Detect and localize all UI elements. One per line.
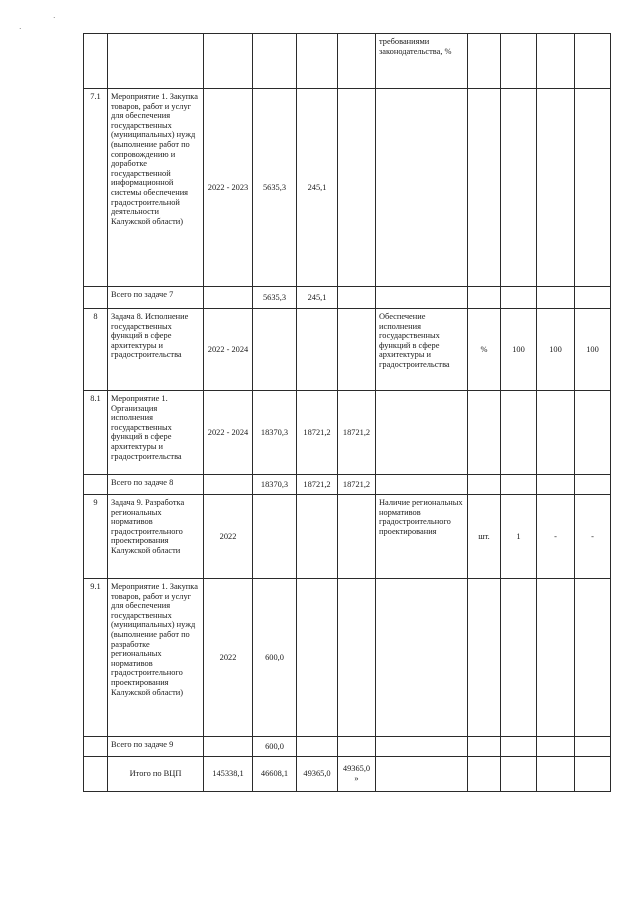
funding-year-3-cell xyxy=(338,579,376,737)
target-year-2-cell xyxy=(537,579,575,737)
target-year-1-cell xyxy=(501,391,537,475)
funding-year-1-cell xyxy=(253,309,297,391)
funding-year-1-cell: 600,0 xyxy=(253,737,297,757)
funding-year-2-cell: 245,1 xyxy=(297,89,338,287)
target-year-3-cell xyxy=(575,89,611,287)
funding-year-1-cell: 18370,3 xyxy=(253,475,297,495)
funding-year-3-cell: 18721,2 xyxy=(338,391,376,475)
unit-cell xyxy=(468,89,501,287)
target-year-3-cell: 100 xyxy=(575,309,611,391)
table-row xyxy=(84,89,611,287)
period-cell xyxy=(204,34,253,89)
unit-cell xyxy=(468,391,501,475)
period-cell: 2022 - 2024 xyxy=(204,391,253,475)
funding-year-3-cell xyxy=(338,737,376,757)
funding-year-2-cell xyxy=(297,579,338,737)
item-name-cell: Мероприятие 1. Закупка товаров, работ и услуг для обеспечения государственных (муниципальных) нужд (выполнение работ по разработке региональных нормативов градостроительного проектирования Калужской области) xyxy=(108,579,204,737)
target-year-2-cell xyxy=(537,34,575,89)
target-year-1-cell: 1 xyxy=(501,495,537,579)
target-year-2-cell xyxy=(537,89,575,287)
item-name-cell: Всего по задаче 8 xyxy=(108,475,204,495)
indicator-name-cell: требованиями законодательства, % xyxy=(376,34,468,89)
total-sum-cell: 145338,1 xyxy=(204,757,253,792)
row-number-cell xyxy=(84,287,108,309)
row-number-cell xyxy=(84,737,108,757)
target-year-3-cell xyxy=(575,475,611,495)
funding-year-3-cell xyxy=(338,309,376,391)
funding-year-2-cell xyxy=(297,309,338,391)
total-label-cell: Итого по ВЦП xyxy=(108,757,204,792)
indicator-name-cell xyxy=(376,737,468,757)
target-year-1-cell xyxy=(501,287,537,309)
table-row xyxy=(84,475,611,495)
period-cell xyxy=(204,287,253,309)
table-row xyxy=(84,309,611,391)
target-year-3-cell xyxy=(575,391,611,475)
unit-cell xyxy=(468,287,501,309)
program-activities-table xyxy=(83,33,611,792)
row-number-cell: 8.1 xyxy=(84,391,108,475)
funding-year-3-cell xyxy=(338,287,376,309)
target-year-1-cell xyxy=(501,34,537,89)
period-cell: 2022 - 2024 xyxy=(204,309,253,391)
table-row xyxy=(84,579,611,737)
target-year-3-cell xyxy=(575,287,611,309)
indicator-name-cell xyxy=(376,89,468,287)
scan-speck: ˙ xyxy=(52,17,57,27)
target-year-1-cell xyxy=(501,475,537,495)
target-year-2-cell xyxy=(537,475,575,495)
item-name-cell xyxy=(108,34,204,89)
funding-year-2-cell: 245,1 xyxy=(297,287,338,309)
unit-cell xyxy=(468,579,501,737)
row-number-cell xyxy=(84,475,108,495)
indicator-name-cell xyxy=(376,579,468,737)
unit-cell: шт. xyxy=(468,495,501,579)
table-row xyxy=(84,34,611,89)
unit-cell: % xyxy=(468,309,501,391)
target-year-2-cell xyxy=(537,737,575,757)
funding-year-2-cell xyxy=(297,34,338,89)
empty-cell xyxy=(537,757,575,792)
funding-year-1-cell: 18370,3 xyxy=(253,391,297,475)
row-number-cell: 8 xyxy=(84,309,108,391)
empty-cell xyxy=(575,757,611,792)
unit-cell xyxy=(468,737,501,757)
item-name-cell: Задача 8. Исполнение государственных функций в сфере архитектуры и градостроительства xyxy=(108,309,204,391)
funding-year-1-cell: 5635,3 xyxy=(253,287,297,309)
funding-year-2-cell: 18721,2 xyxy=(297,475,338,495)
total-row xyxy=(84,757,611,792)
target-year-1-cell xyxy=(501,579,537,737)
indicator-name-cell: Обеспечение исполнения государственных функций в сфере архитектуры и градостроительства xyxy=(376,309,468,391)
target-year-3-cell xyxy=(575,737,611,757)
indicator-name-cell xyxy=(376,287,468,309)
table-row xyxy=(84,287,611,309)
target-year-2-cell xyxy=(537,287,575,309)
row-number-cell: 7.1 xyxy=(84,89,108,287)
target-year-2-cell xyxy=(537,391,575,475)
total-year-2-cell: 49365,0 xyxy=(297,757,338,792)
target-year-2-cell: - xyxy=(537,495,575,579)
funding-year-1-cell xyxy=(253,34,297,89)
item-name-cell: Всего по задаче 9 xyxy=(108,737,204,757)
funding-year-3-cell xyxy=(338,34,376,89)
target-year-2-cell: 100 xyxy=(537,309,575,391)
indicator-name-cell xyxy=(376,391,468,475)
empty-cell xyxy=(376,757,468,792)
target-year-1-cell: 100 xyxy=(501,309,537,391)
period-cell xyxy=(204,475,253,495)
total-year-3-cell: 49365,0 » xyxy=(338,757,376,792)
item-name-cell: Мероприятие 1. Закупка товаров, работ и услуг для обеспечения государственных (муниципальных) нужд (выполнение работ по сопровождению и доработке государственной информационной системы обеспечения градостроительной деятельности Калужской области) xyxy=(108,89,204,287)
item-name-cell: Задача 9. Разработка региональных нормативов градостроительного проектирования Калужской области xyxy=(108,495,204,579)
funding-year-1-cell xyxy=(253,495,297,579)
row-number-cell xyxy=(84,34,108,89)
funding-year-2-cell xyxy=(297,737,338,757)
indicator-name-cell: Наличие региональных нормативов градостроительного проектирования xyxy=(376,495,468,579)
table-row xyxy=(84,737,611,757)
target-year-1-cell xyxy=(501,89,537,287)
funding-year-1-cell: 5635,3 xyxy=(253,89,297,287)
period-cell xyxy=(204,737,253,757)
total-year-1-cell: 46608,1 xyxy=(253,757,297,792)
funding-year-2-cell: 18721,2 xyxy=(297,391,338,475)
table-row xyxy=(84,495,611,579)
empty-cell xyxy=(84,757,108,792)
empty-cell xyxy=(501,757,537,792)
funding-year-3-cell xyxy=(338,495,376,579)
period-cell: 2022 - 2023 xyxy=(204,89,253,287)
target-year-3-cell xyxy=(575,34,611,89)
funding-year-3-cell: 18721,2 xyxy=(338,475,376,495)
row-number-cell: 9.1 xyxy=(84,579,108,737)
unit-cell xyxy=(468,34,501,89)
target-year-3-cell xyxy=(575,579,611,737)
period-cell: 2022 xyxy=(204,495,253,579)
scan-speck: ˙ xyxy=(18,28,23,38)
period-cell: 2022 xyxy=(204,579,253,737)
unit-cell xyxy=(468,475,501,495)
funding-year-3-cell xyxy=(338,89,376,287)
funding-year-2-cell xyxy=(297,495,338,579)
target-year-1-cell xyxy=(501,737,537,757)
table-row xyxy=(84,391,611,475)
empty-cell xyxy=(468,757,501,792)
item-name-cell: Мероприятие 1. Организация исполнения государственных функций в сфере архитектуры и градостроительства xyxy=(108,391,204,475)
funding-year-1-cell: 600,0 xyxy=(253,579,297,737)
table-body xyxy=(84,34,611,792)
indicator-name-cell xyxy=(376,475,468,495)
item-name-cell: Всего по задаче 7 xyxy=(108,287,204,309)
row-number-cell: 9 xyxy=(84,495,108,579)
target-year-3-cell: - xyxy=(575,495,611,579)
